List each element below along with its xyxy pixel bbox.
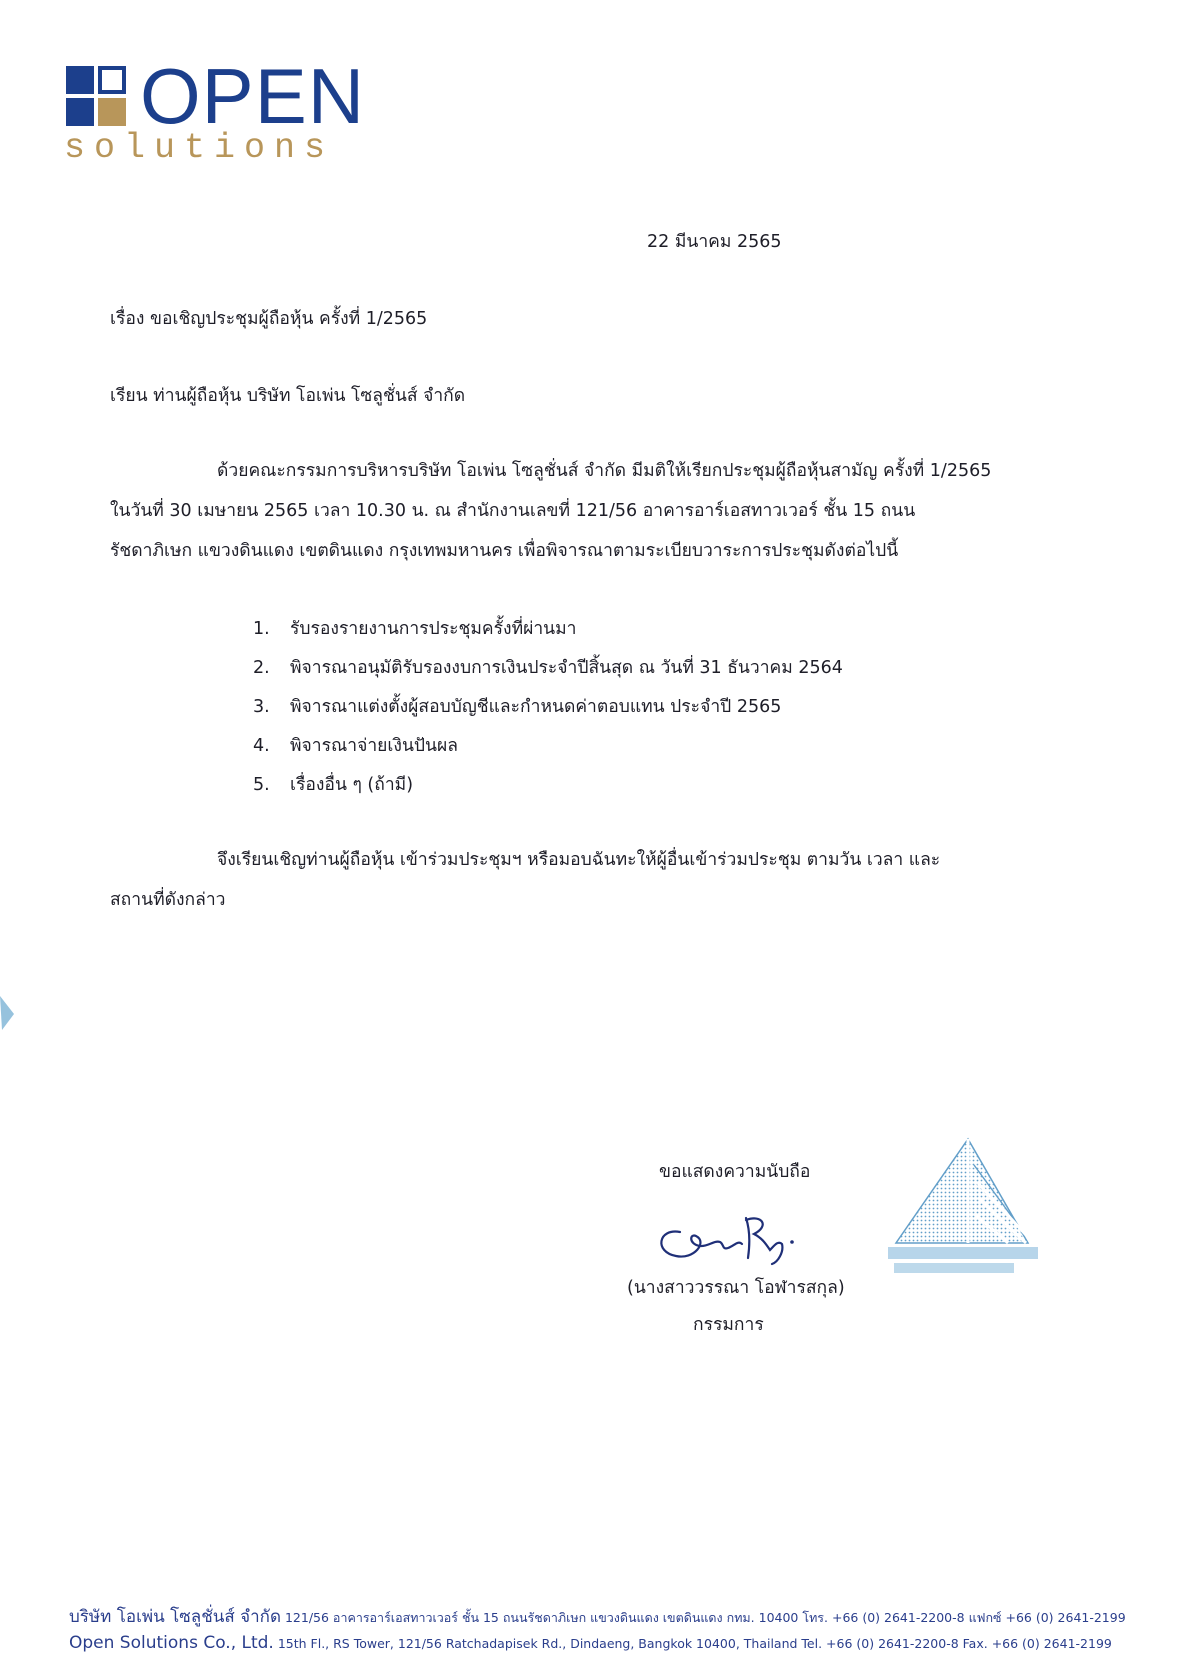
agenda-item-number: 5. [253,775,270,795]
body-line: ในวันที่ 30 เมษายน 2565 เวลา 10.30 น. ณ สำนักงานเลขที่ 121/56 อาคารอาร์เอสทาวเวอร์ ชั้น 15 ถนน [110,501,916,521]
letter-salutation: เรียน ท่านผู้ถือหุ้น บริษัท โอเพ่น โซลูชั่นส์ จำกัด [110,386,466,406]
footer-address-english: 15th Fl., RS Tower, 121/56 Ratchadapisek Rd., Dindaeng, Bangkok 10400, Thailand Tel. +66 (0) 2641-2200-8 Fax. +66 (0) 2641-2199 [277,1636,1112,1651]
signer-name: (นางสาววรรณา โอฬารสกุล) [627,1278,845,1298]
body-line: ด้วยคณะกรรมการบริหารบริษัท โอเพ่น โซลูชั่นส์ จำกัด มีมติให้เรียกประชุมผู้ถือหุ้นสามัญ ครั้งที่ 1/2565 [217,461,992,481]
closing-line: จึงเรียนเชิญท่านผู้ถือหุ้น เข้าร่วมประชุมฯ หรือมอบฉันทะให้ผู้อื่นเข้าร่วมประชุม ตามวัน เวลา และ [217,850,941,870]
body-paragraph [110,459,1010,563]
closing-paragraph [110,848,940,912]
closing-regards: ขอแสดงความนับถือ [659,1162,811,1182]
footer-company-name-thai: บริษัท โอเพ่น โซลูชั่นส์ จำกัด [69,1607,281,1627]
logo-word-solutions: solutions [64,128,335,168]
footer-address-thai: 121/56 อาคารอาร์เอสทาวเวอร์ ชั้น 15 ถนนรัชดาภิเษก แขวงดินแดง เขตดินแดง กทม. 10400 โทร. +66 (0) 2641-2200-8 แฟกซ์ +66 (0) 2641-2199 [284,1610,1126,1625]
letter-subject: เรื่อง ขอเชิญประชุมผู้ถือหุ้น ครั้งที่ 1/2565 [110,309,428,329]
agenda-item [253,734,843,773]
agenda-item-text: เรื่องอื่น ๆ (ถ้ามี) [290,775,414,795]
agenda-item-number: 2. [253,658,270,678]
footer-thai-address-line [69,1608,1126,1627]
agenda-item [253,617,843,656]
agenda-item [253,773,843,812]
agenda-item-text: พิจารณาอนุมัติรับรองงบการเงินประจำปีสิ้นสุด ณ วันที่ 31 ธันวาคม 2564 [290,658,843,678]
company-stamp-icon [888,1135,1038,1285]
agenda-item-number: 3. [253,697,270,717]
agenda-item-text: พิจารณาจ่ายเงินปันผล [290,736,458,756]
letter-date: 22 มีนาคม 2565 [647,232,782,252]
agenda-item-text: รับรองรายงานการประชุมครั้งที่ผ่านมา [290,619,577,639]
agenda-item [253,695,843,734]
agenda-item-number: 4. [253,736,270,756]
agenda-item-text: พิจารณาแต่งตั้งผู้สอบบัญชีและกำหนดค่าตอบแทน ประจำปี 2565 [290,697,782,717]
agenda-item-number: 1. [253,619,270,639]
agenda-item [253,656,843,695]
scan-mark-icon [0,992,22,1032]
closing-line: สถานที่ดังกล่าว [110,890,226,910]
footer-company-name-english: Open Solutions Co., Ltd. [69,1633,274,1653]
company-logo-mark-icon [66,66,126,126]
logo-word-open: OPEN [140,52,366,140]
signer-title: กรรมการ [693,1315,764,1335]
handwritten-signature-icon [650,1200,810,1270]
agenda-list [253,617,843,812]
footer-english-address-line [69,1634,1112,1653]
body-line: รัชดาภิเษก แขวงดินแดง เขตดินแดง กรุงเทพมหานคร เพื่อพิจารณาตามระเบียบวาระการประชุมดังต่อไปนี้ [110,541,899,561]
